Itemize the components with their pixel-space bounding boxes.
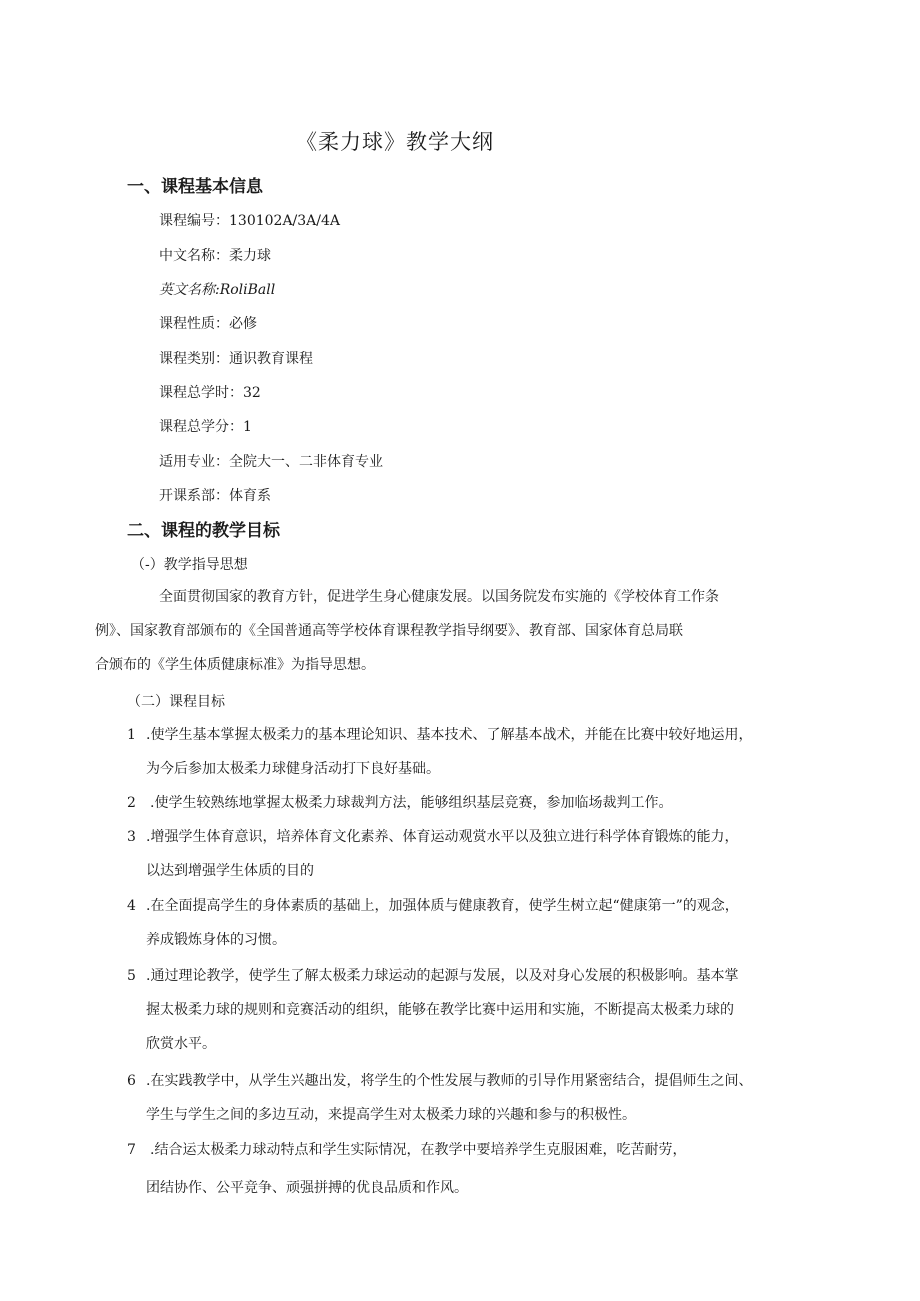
goal-number: 4 <box>127 898 136 914</box>
goal-number: 1 <box>127 727 136 743</box>
goal-line: .增强学生体育意识，培养体育文化素养、体育运动观赏水平以及独立进行科学体育锻炼的能力， <box>146 829 739 845</box>
goal-item <box>127 959 807 1061</box>
goal-number: 6 <box>127 1073 136 1089</box>
guiding-ideology-paragraph <box>95 580 807 682</box>
applicable-majors: 适用专业：全院大一、二非体育专业 <box>159 454 383 470</box>
total-hours: 课程总学时：32 <box>159 385 261 401</box>
goal-line: .使学生较熟练地掌握太极柔力球裁判方法，能够组织基层竞赛，参加临场裁判工作。 <box>150 795 673 811</box>
goal-number: 3 <box>127 829 136 845</box>
section-heading-teaching-goals: 二、课程的教学目标 <box>127 521 280 541</box>
chinese-name: 中文名称：柔力球 <box>159 248 271 264</box>
goal-line: .在全面提高学生的身体素质的基础上，加强体质与健康教育，使学生树立起“健康第一”的观念， <box>146 898 739 914</box>
goal-number: 5 <box>127 968 136 984</box>
paragraph-line: 合颁布的《学生体质健康标准》为指导思想。 <box>95 657 375 673</box>
goal-line: 学生与学生之间的多边互动，来提高学生对太极柔力球的兴趣和参与的积极性。 <box>146 1107 636 1123</box>
goal-line: 为今后参加太极柔力球健身活动打下良好基础。 <box>146 761 440 777</box>
goal-number: 7 <box>127 1142 136 1158</box>
goal-line: .在实践教学中，从学生兴趣出发，将学生的个性发展与教师的引导作用紧密结合，提倡师生之间、 <box>146 1073 753 1089</box>
goal-line: 团结协作、公平竞争、顽强拼搏的优良品质和作风。 <box>146 1180 468 1196</box>
goal-item <box>127 1133 807 1205</box>
paragraph-line: 例》、国家教育部颁布的《全国普通高等学校体育课程教学指导纲要》、教育部、国家体育总局联 <box>95 623 683 639</box>
goal-line: 欣赏水平。 <box>146 1036 216 1052</box>
goal-item <box>127 786 807 820</box>
subsection-heading-course-goals: （二）课程目标 <box>127 694 225 710</box>
goal-line: 以达到增强学生体质的目的 <box>146 863 314 879</box>
goal-item <box>127 1064 807 1132</box>
goal-number: 2 <box>127 795 136 811</box>
goal-item <box>127 820 807 888</box>
goal-line: 握太极柔力球的规则和竞赛活动的组织，能够在教学比赛中运用和实施，不断提高太极柔力球的 <box>146 1002 734 1018</box>
total-credits: 课程总学分：1 <box>159 419 252 435</box>
course-category: 课程类别：通识教育课程 <box>159 351 313 367</box>
course-nature: 课程性质：必修 <box>159 316 257 332</box>
section-heading-basic-info: 一、课程基本信息 <box>127 177 263 197</box>
document-title: 《柔力球》教学大纲 <box>296 130 494 154</box>
goal-item <box>127 718 807 786</box>
subsection-heading-guiding-ideology: （-）教学指导思想 <box>131 557 248 573</box>
paragraph-line: 全面贯彻国家的教育方针，促进学生身心健康发展。以国务院发布实施的《学校体育工作条 <box>159 589 719 605</box>
goal-item <box>127 889 807 957</box>
offering-department: 开课系部：体育系 <box>159 488 271 504</box>
goal-line: 养成锻炼身体的习惯。 <box>146 932 286 948</box>
goal-line: .结合运太极柔力球动特点和学生实际情况，在教学中要培养学生克服困难，吃苦耐劳， <box>150 1142 687 1158</box>
goal-line: .使学生基本掌握太极柔力的基本理论知识、基本技术、了解基本战术，并能在比赛中较好地运用， <box>146 727 753 743</box>
course-code: 课程编号：130102A/3A/4A <box>159 213 341 229</box>
english-name: 英文名称:RoliBall <box>159 282 276 298</box>
goal-line: .通过理论教学，使学生了解太极柔力球运动的起源与发展，以及对身心发展的积极影响。基本掌 <box>146 968 739 984</box>
